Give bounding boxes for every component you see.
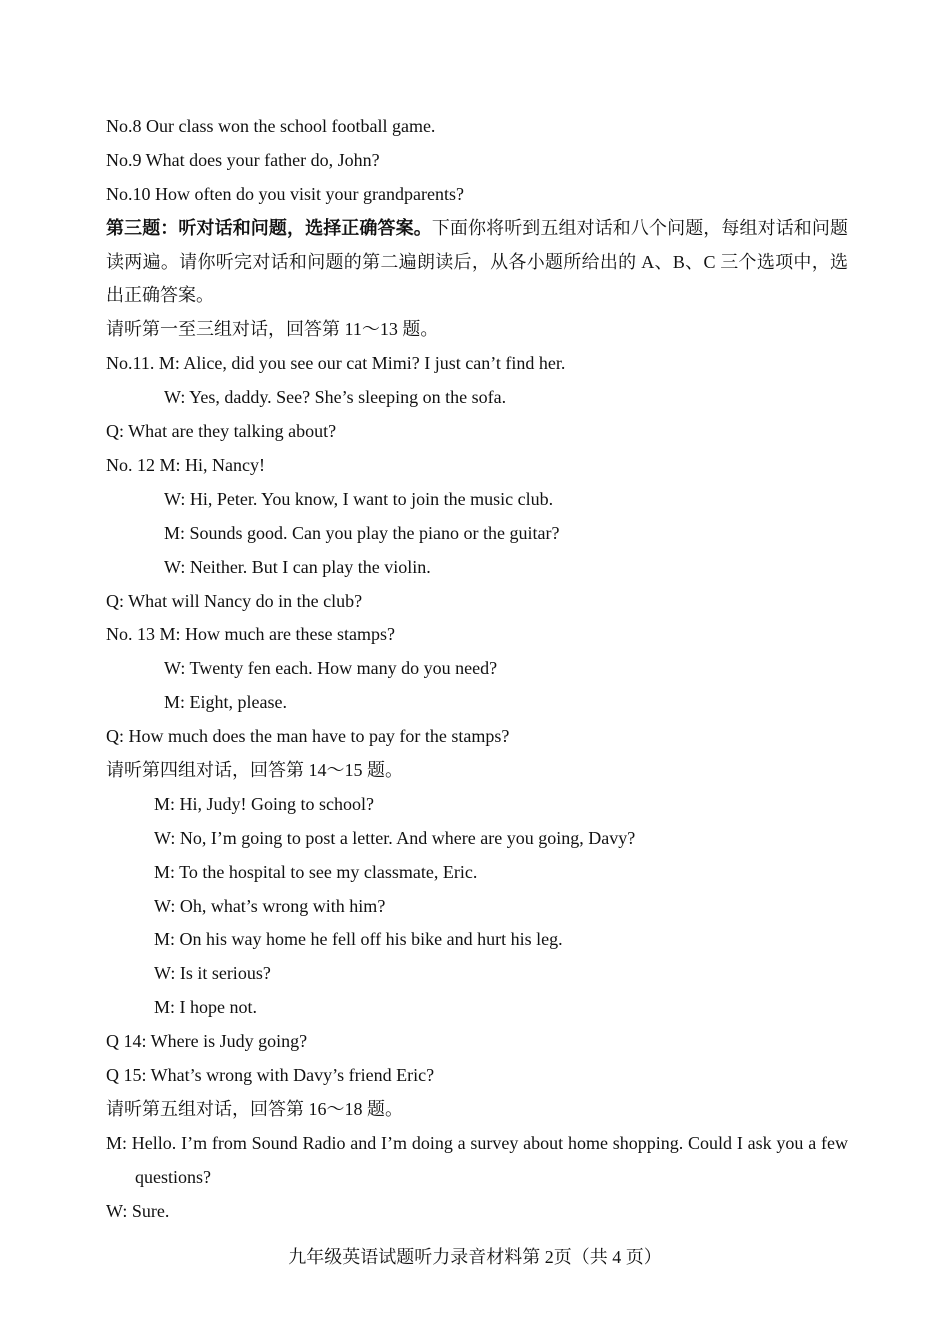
q12-question: Q: What will Nancy do in the club?	[106, 590, 363, 611]
dialogue5-line-1: M: Hello. I’m from Sound Radio and I’m doing a survey about home shopping. Could I ask you a few questions?	[106, 1132, 848, 1187]
q13-question: Q: How much does the man have to pay for the stamps?	[106, 726, 510, 747]
group-5-prompt: 请听第五组对话，回答第 16～18 题。	[106, 1098, 403, 1119]
q11-line-2: W: Yes, daddy. See? She’s sleeping on the sofa.	[164, 387, 507, 408]
q12-line-1: No. 12 M: Hi, Nancy!	[106, 454, 265, 475]
dialogue4-line-6: W: Is it serious?	[154, 963, 271, 984]
line-no10: No.10 How often do you visit your grandparents?	[106, 183, 464, 204]
dialogue4-line-1: M: Hi, Judy! Going to school?	[154, 793, 374, 814]
q13-line-1: No. 13 M: How much are these stamps?	[106, 624, 395, 645]
dialogue4-line-5: M: On his way home he fell off his bike and hurt his leg.	[154, 929, 563, 950]
dialogue4-line-4: W: Oh, what’s wrong with him?	[154, 895, 386, 916]
dialogue5-line-2: W: Sure.	[106, 1200, 170, 1221]
dialogue4-line-3: M: To the hospital to see my classmate, Eric.	[154, 861, 478, 882]
q13-line-3: M: Eight, please.	[164, 692, 287, 713]
q11-question: Q: What are they talking about?	[106, 421, 337, 442]
q15-question: Q 15: What’s wrong with Davy’s friend Eric?	[106, 1064, 435, 1085]
q12-line-4: W: Neither. But I can play the violin.	[164, 556, 431, 577]
section3-intro	[106, 212, 848, 314]
dialogue4-line-2: W: No, I’m going to post a letter. And where are you going, Davy?	[154, 827, 636, 848]
line-no8: No.8 Our class won the school football game.	[106, 116, 436, 136]
q11-line-1: No.11. M: Alice, did you see our cat Mimi? I just can’t find her.	[106, 353, 566, 374]
q14-question: Q 14: Where is Judy going?	[106, 1031, 308, 1052]
line-no9: No.9 What does your father do, John?	[106, 149, 380, 170]
group-1-3-prompt: 请听第一至三组对话，回答第 11～13 题。	[106, 319, 439, 340]
page-content	[106, 110, 848, 1228]
section3-instructions: 下面你将听到五组对话和八个问题，每组对话和问题读两遍。请你听完对话和问题的第二遍朗读后，从各小题所给出的 A、B、C 三个选项中，选出正确答案。	[106, 217, 849, 306]
q12-line-3: M: Sounds good. Can you play the piano or the guitar?	[164, 522, 560, 543]
group-4-prompt: 请听第四组对话，回答第 14～15 题。	[106, 759, 403, 780]
section3-heading: 第三题：听对话和问题，选择正确答案。	[106, 217, 432, 238]
dialogue4-line-7: M: I hope not.	[154, 997, 257, 1018]
q12-line-2: W: Hi, Peter. You know, I want to join the music club.	[164, 488, 554, 509]
q13-line-2: W: Twenty fen each. How many do you need?	[164, 658, 498, 679]
page-footer: 九年级英语试题听力录音材料第 2页（共 4 页）	[288, 1247, 662, 1267]
